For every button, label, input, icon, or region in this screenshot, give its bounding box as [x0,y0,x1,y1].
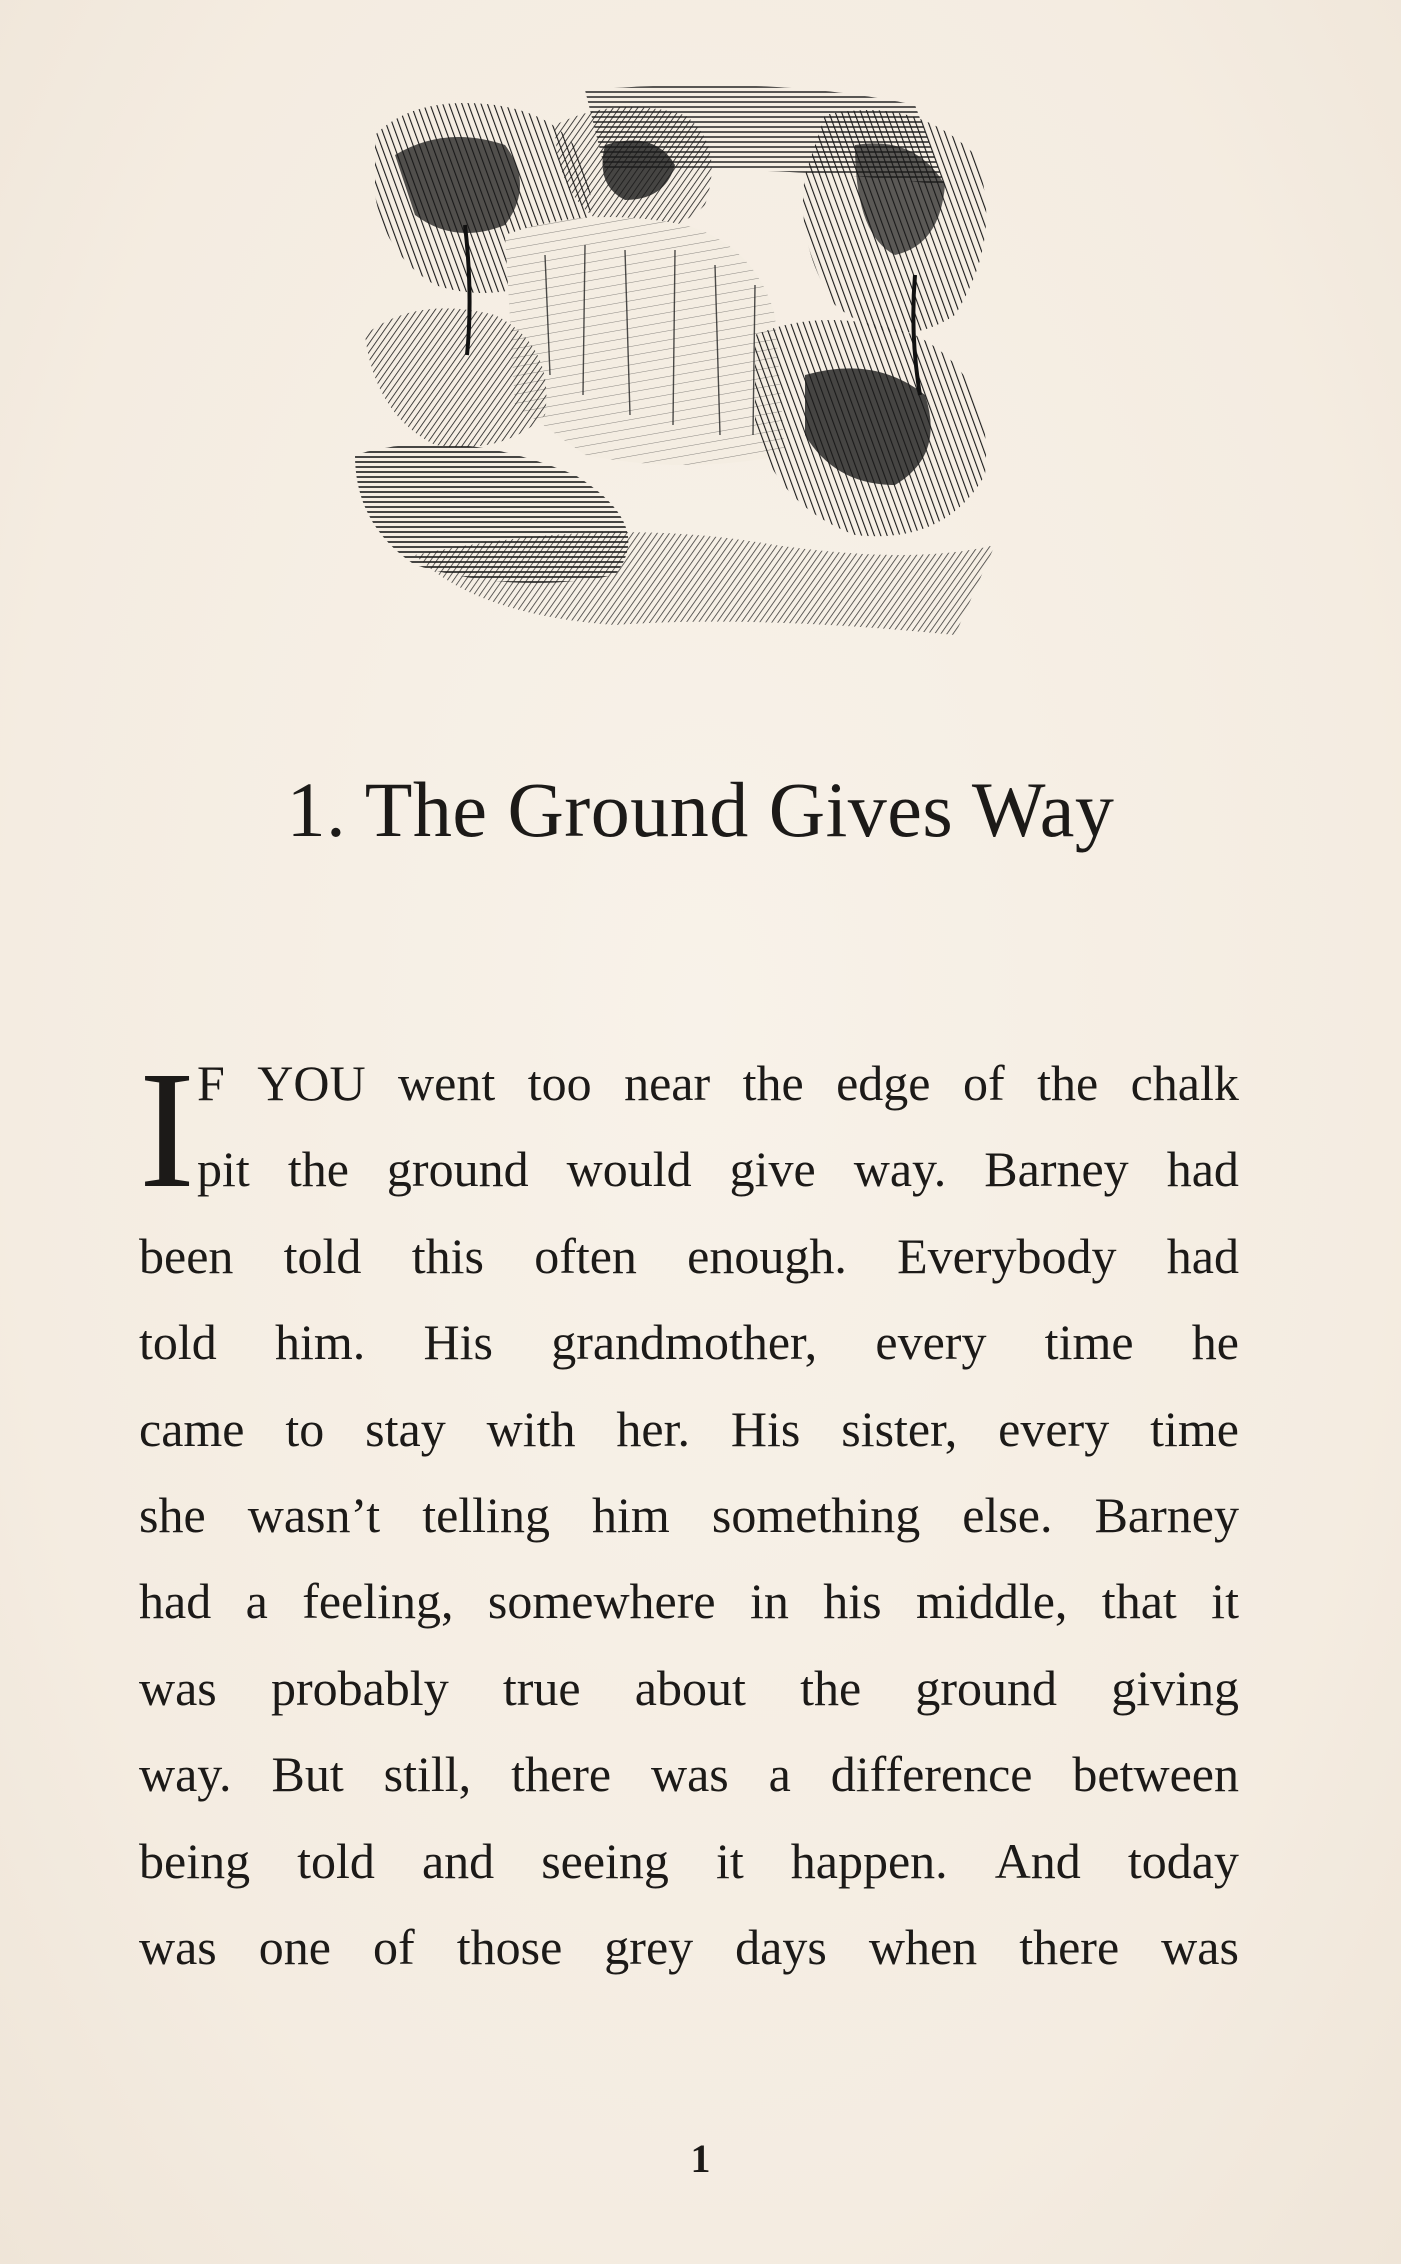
word: the [1037,1055,1099,1111]
word: one [258,1918,331,1975]
text-line [139,1213,1239,1299]
word: YOU [257,1055,366,1111]
word: give [729,1141,816,1198]
word: between [1072,1746,1239,1803]
word: had [139,1573,212,1630]
word: when [868,1918,978,1975]
word: there [1019,1918,1120,1975]
word: the [742,1055,804,1111]
word: the [800,1659,862,1716]
word: Barney [1094,1486,1239,1543]
word: told [283,1227,362,1284]
drop-cap: I [139,1037,195,1223]
word: in [749,1573,789,1630]
word: her. [616,1400,690,1457]
word: would [566,1141,692,1198]
word: often [534,1227,637,1284]
word: and [421,1832,495,1889]
text-line [139,1904,1239,1990]
word: every [998,1400,1110,1457]
word: that [1101,1573,1177,1630]
word: His [423,1314,493,1371]
word: middle, [916,1573,1068,1630]
text-line [139,1386,1239,1472]
word: ground [386,1141,529,1198]
word: edge [836,1055,931,1111]
word: wasn’t [247,1486,381,1543]
word: those [456,1918,563,1975]
word: with [486,1400,576,1457]
text-line [139,1645,1239,1731]
word: Everybody [897,1227,1117,1284]
chalk-pit-illustration [355,75,1015,645]
word: telling [422,1486,550,1543]
word: time [1044,1314,1134,1371]
word: days [735,1918,827,1975]
word: But [271,1746,344,1803]
word: was [139,1918,217,1975]
word: probably [270,1659,449,1716]
word: feeling, [302,1573,454,1630]
word: was [139,1659,217,1716]
word: this [411,1227,484,1284]
word: to [285,1400,325,1457]
word: enough. [687,1227,847,1284]
word: being [139,1832,251,1889]
word: about [634,1659,746,1716]
word: sister, [841,1400,958,1457]
word: too [527,1055,592,1111]
word: told [297,1832,375,1889]
word: of [373,1918,415,1975]
word: somewhere [487,1573,716,1630]
word: way. [853,1141,947,1198]
word: something [711,1486,921,1543]
word: giving [1111,1659,1239,1716]
word: told [139,1314,217,1371]
text-line [139,1126,1239,1212]
word: it [1211,1573,1239,1630]
word: a [768,1746,791,1803]
word: ground [915,1659,1058,1716]
word: still, [383,1746,472,1803]
word: Barney [984,1141,1129,1198]
word: she [139,1486,206,1543]
word: of [962,1055,1005,1111]
word: And [994,1832,1081,1889]
word: been [139,1227,234,1284]
word: came [139,1400,245,1457]
chapter-title: 1. The Ground Gives Way [286,766,1115,853]
word: him [592,1486,670,1543]
word: grey [604,1918,694,1975]
word: had [1166,1141,1239,1198]
word: grandmother, [551,1314,818,1371]
page-number: 1 [690,2136,711,2181]
text-line [139,1558,1239,1644]
word: time [1150,1400,1239,1457]
word: he [1191,1314,1239,1371]
word: was [1161,1918,1239,1975]
word: went [398,1055,496,1111]
word: there [511,1746,612,1803]
word: today [1127,1832,1239,1889]
word: him. [275,1314,366,1371]
word: the [287,1141,349,1198]
word: had [1166,1227,1239,1284]
word: His [730,1400,801,1457]
word: pit [197,1141,250,1198]
word: chalk [1130,1055,1239,1111]
word: a [245,1573,268,1630]
text-line [139,1472,1239,1558]
text-line [139,1731,1239,1817]
text-line [139,1818,1239,1904]
word: his [823,1573,882,1630]
word: near [624,1055,711,1111]
word: true [502,1659,581,1716]
word: stay [365,1400,446,1457]
body-text [139,1037,1239,1990]
word: every [875,1314,987,1371]
word: difference [830,1746,1033,1803]
word: was [650,1746,729,1803]
word: seeing [541,1832,669,1889]
word: way. [139,1746,232,1803]
word: it [715,1832,744,1889]
word: happen. [790,1832,948,1889]
word: else. [962,1486,1053,1543]
text-line [139,1040,1239,1126]
text-line [139,1299,1239,1385]
word: F [197,1055,225,1111]
